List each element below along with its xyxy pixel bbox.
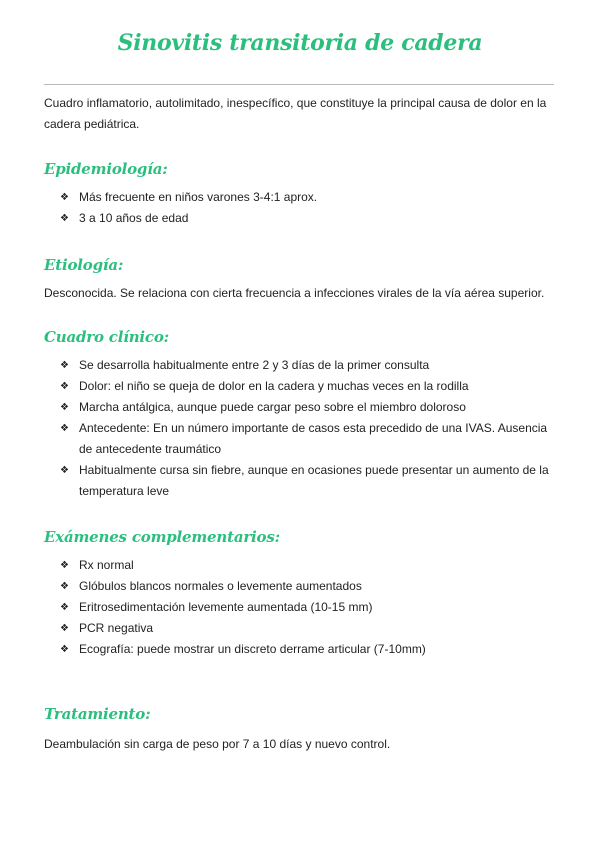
diamond-bullet-icon: ❖: [60, 402, 69, 413]
diamond-bullet-icon: ❖: [60, 581, 69, 592]
list-epidemiologia: [60, 187, 556, 229]
list-item-text: Más frecuente en niños varones 3-4:1 aprox.: [79, 190, 318, 204]
diamond-bullet-icon: ❖: [60, 560, 69, 571]
list-item: [60, 187, 556, 208]
list-item-text: Eritrosedimentación levemente aumentada (10-15 mm): [79, 600, 373, 614]
list-item: [60, 460, 556, 502]
diamond-bullet-icon: ❖: [60, 360, 69, 371]
diamond-bullet-icon: ❖: [60, 192, 69, 203]
diamond-bullet-icon: ❖: [60, 381, 69, 392]
list-item-text: 3 a 10 años de edad: [79, 211, 189, 225]
diamond-bullet-icon: ❖: [60, 644, 69, 655]
list-item-text: Antecedente: En un número importante de casos esta precedido de una IVAS. Ausencia de antecedente traumático: [79, 421, 548, 456]
list-item: [60, 208, 556, 229]
tratamiento-paragraph: Deambulación sin carga de peso por 7 a 10 días y nuevo control.: [44, 737, 391, 751]
list-item-text: Habitualmente cursa sin fiebre, aunque en ocasiones puede presentar un aumento de la temperatura leve: [79, 463, 549, 498]
diamond-bullet-icon: ❖: [60, 602, 69, 613]
list-item: [60, 418, 556, 460]
list-item: [60, 576, 556, 597]
list-item-text: Glóbulos blancos normales o levemente aumentados: [79, 579, 362, 593]
diamond-bullet-icon: ❖: [60, 213, 69, 224]
heading-examenes: Exámenes complementarios:: [44, 528, 280, 546]
list-examenes: [60, 555, 556, 660]
list-item-text: Ecografía: puede mostrar un discreto derrame articular (7-10mm): [79, 642, 426, 656]
list-item: [60, 397, 556, 418]
diamond-bullet-icon: ❖: [60, 465, 69, 476]
list-item: [60, 618, 556, 639]
heading-etiologia: Etiología:: [44, 256, 124, 274]
page-title: Sinovitis transitoria de cadera: [117, 30, 483, 56]
diamond-bullet-icon: ❖: [60, 623, 69, 634]
list-item-text: Rx normal: [79, 558, 134, 572]
list-item: [60, 555, 556, 576]
list-item-text: PCR negativa: [79, 621, 154, 635]
list-cuadro-clinico: [60, 355, 556, 502]
list-item-text: Dolor: el niño se queja de dolor en la cadera y muchas veces en la rodilla: [79, 379, 469, 393]
heading-cuadro-clinico: Cuadro clínico:: [44, 328, 169, 346]
heading-tratamiento: Tratamiento:: [44, 705, 151, 723]
list-item: [60, 376, 556, 397]
intro-paragraph: Cuadro inflamatorio, autolimitado, inespecífico, que constituye la principal causa de dolor en la cadera pediátrica.: [44, 96, 547, 131]
list-item: [60, 355, 556, 376]
title-divider: [44, 84, 554, 85]
etiologia-paragraph: Desconocida. Se relaciona con cierta frecuencia a infecciones virales de la vía aérea superior.: [44, 286, 545, 300]
list-item-text: Marcha antálgica, aunque puede cargar peso sobre el miembro doloroso: [79, 400, 466, 414]
heading-epidemiologia: Epidemiología:: [44, 160, 168, 178]
diamond-bullet-icon: ❖: [60, 423, 69, 434]
list-item-text: Se desarrolla habitualmente entre 2 y 3 días de la primer consulta: [79, 358, 430, 372]
list-item: [60, 597, 556, 618]
list-item: [60, 639, 556, 660]
